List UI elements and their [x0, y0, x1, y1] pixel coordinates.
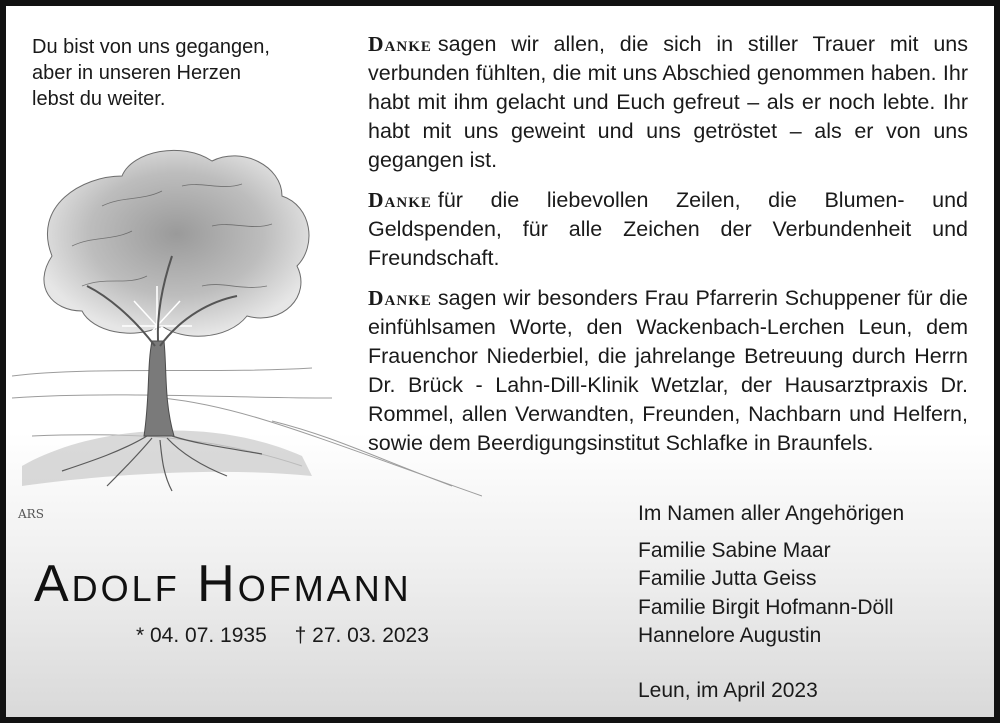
- motto-line: aber in unseren Herzen: [32, 62, 242, 84]
- place-date: Leun, im April 2023: [638, 678, 818, 702]
- deceased-name: Adolf Hofmann: [34, 555, 412, 613]
- motto-line: Du bist von uns gegangen,: [32, 36, 270, 58]
- thanks-paragraph-text: für die liebevollen Zeilen, die Blumen- und Geldspenden, für alle Zeichen der Verbundenheit und Freundschaft.: [368, 188, 968, 270]
- thanks-paragraph-text: sagen wir allen, die sich in stiller Trauer mit uns verbunden fühlten, die mit uns Abschied genommen haben. Ihr habt mit ihm gelacht und Euch gefreut – als er noch lebte. Ihr habt mit uns geweint und uns getröstet – als er von uns gegangen ist.: [368, 32, 968, 172]
- artist-signature: ARS: [18, 507, 44, 521]
- signature-heading: Im Namen aller Angehörigen: [638, 502, 905, 525]
- thanks-text: [368, 30, 968, 469]
- motto-verse: [32, 34, 312, 112]
- birth-date: * 04. 07. 1935: [136, 624, 267, 647]
- life-dates: [136, 624, 536, 648]
- thanks-paragraph: [368, 30, 968, 175]
- family-name: Familie Birgit Hofmann-Döll: [638, 595, 894, 619]
- motto-line: lebst du weiter.: [32, 88, 166, 110]
- danke-keyword: Danke: [368, 188, 432, 212]
- thanks-paragraph: [368, 284, 968, 458]
- family-name: Hannelore Augustin: [638, 624, 822, 647]
- family-name: Familie Jutta Geiss: [638, 567, 817, 590]
- thanks-paragraph: [368, 186, 968, 273]
- family-name: Familie Sabine Maar: [638, 538, 831, 562]
- thanks-paragraph-text: sagen wir besonders Frau Pfarrerin Schuppener für die einfühlsamen Worte, den Wackenbach-Lerchen Leun, dem Frauenchor Niederbiel, die jahrelange Betreuung durch Herrn Dr. Brück - Lahn-Dill-Klinik Wetzlar, der Hausarztpraxis Dr. Rommel, allen Verwandten, Freunden, Nachbarn und Helfern, sowie dem Beerdigungsinstitut Schlafke in Braunfels.: [368, 286, 968, 455]
- danke-keyword: Danke: [368, 32, 432, 56]
- danke-keyword: Danke: [368, 286, 432, 310]
- signature-block: [638, 500, 978, 705]
- death-date: † 27. 03. 2023: [294, 624, 429, 647]
